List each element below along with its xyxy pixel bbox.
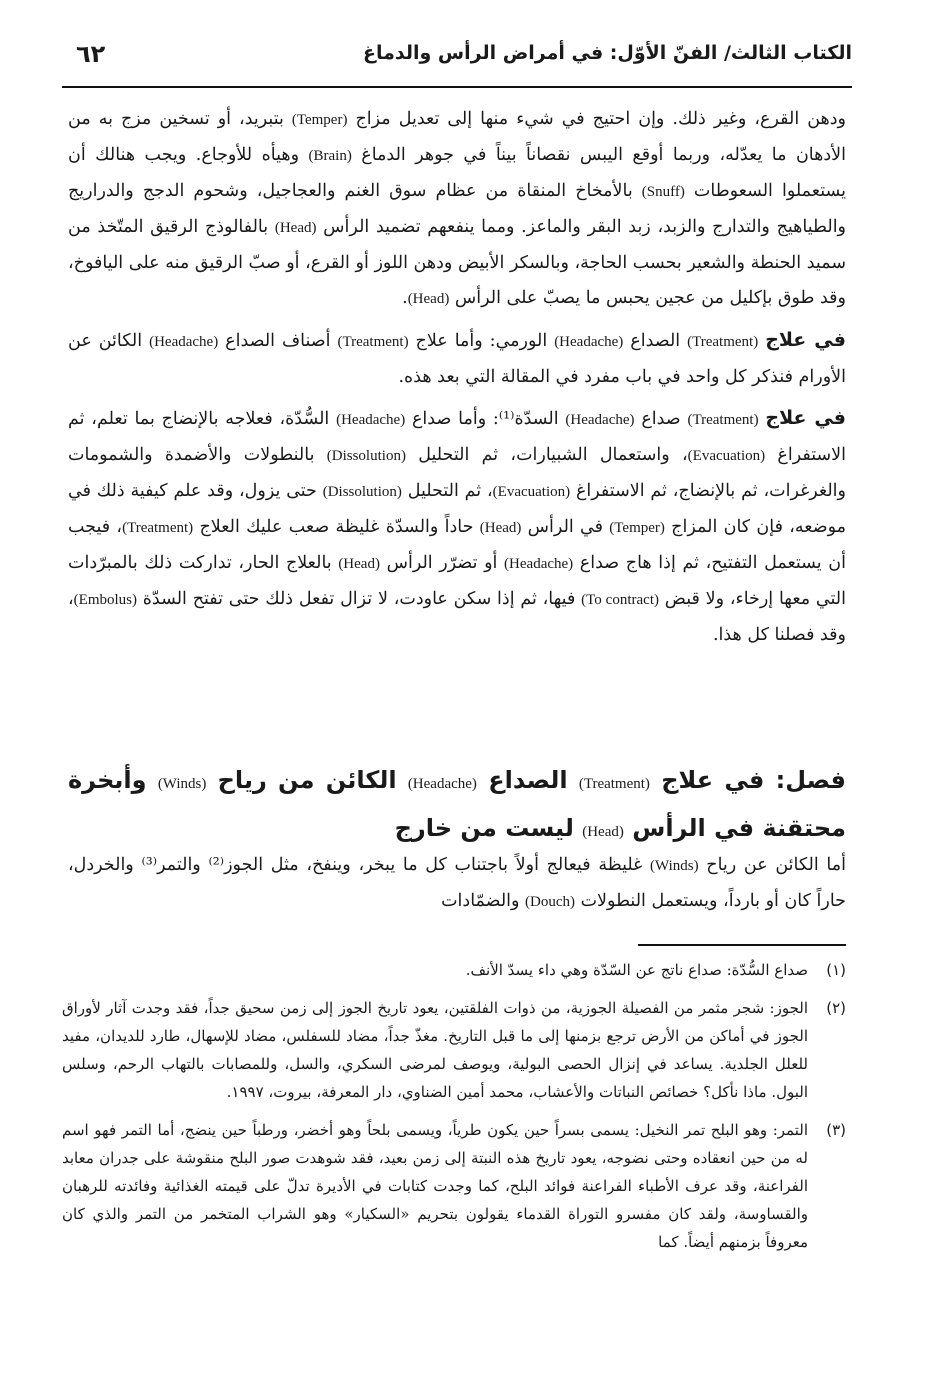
footnote-2 xyxy=(62,994,846,1106)
footnotes xyxy=(62,956,846,1266)
footnote-number: (٢) xyxy=(826,999,846,1017)
page-number: ٦٢ xyxy=(76,40,106,68)
paragraph-3 xyxy=(68,401,846,653)
paragraph-2 xyxy=(68,323,846,395)
footnote-number: (٣) xyxy=(826,1121,846,1139)
paragraph-2-lead: في علاج xyxy=(765,329,846,351)
section-heading: فصل: في علاج (Treatment) الصداع (Headache) الكائن من رياح (Winds) وأبخرة محتقنة في الرأس (Head) ليست من خارج xyxy=(68,766,846,842)
paragraph-4: أما الكائن عن رياح (Winds) غليظة فيعالج أولاً باجتناب كل ما يبخر، وينفخ، مثل الجوز⁽²⁾ والتمر⁽³⁾ والخردل، حاراً كان أو بارداً، ويستعمل النطولات (Douch) والضمّادات xyxy=(68,855,847,911)
paragraph-3-lead: في علاج xyxy=(765,407,846,429)
main-text-block-2 xyxy=(68,848,846,926)
footnote-text: صداع السُّدّة: صداع ناتج عن السّدّة وهي داء يسدّ الأنف. xyxy=(465,961,808,979)
paragraph-2-text: (Treatment) الصداع (Headache) الورمي: وأما علاج (Treatment) أصناف الصداع (Headache) الكائن عن الأورام فنذكر كل واحد في باب مفرد في المقالة التي بعد هذه. xyxy=(68,331,846,387)
main-text-block-1 xyxy=(68,102,846,659)
footnote-text: الجوز: شجر مثمر من الفصيلة الجوزية، من ذوات الفلقتين، يعود تاريخ الجوز إلى زمن سحيق جداً، فقد وجدت آثار لأوراق الجوز في أماكن من الأرض ترجع بزمنها إلى ما قبل التاريخ. مغذّ جداً، مضاد للسفلس، مضاد للإسهال، طارد للديدان، مفيد للعلل الجلدية. يساعد في إنزال الحصى البولية، ويوصف لمرضى السكري، والسل، وللمصابات بالتهاب الرحم، وسلس البول. ماذا نأكل؟ خصائص النباتات والأعشاب، محمد أمين الضناوي، دار المعرفة، بيروت، ١٩٩٧. xyxy=(62,999,808,1101)
footnote-separator xyxy=(638,944,846,946)
footnote-text: التمر: وهو البلح تمر النخيل: يسمى بسراً حين يكون طرياً، ويسمى بلحاً وهو أخضر، ورطباً حين ينضج، أما التمر فهو اسم له من حين انعقاده وحتى نضوجه، يعود تاريخ هذه النبتة إلى زمن بعيد، فقد شوهدت صور البلح منقوشة على جدران معابد الفراعنة، وقد عرف الأطباء الفراعنة فوائد البلح، كما وجدت كتابات في الأديرة تدلّ على قيمته الغذائية وفائدته للرهبان والقساوسة، ولقد كان مفسرو التوراة القدماء يقولون بتحريم «السكيار» وهو الشراب المتخمر من التمر والذي كان معروفاً بزمنهم أيضاً. كما xyxy=(62,1121,809,1251)
running-head: الكتاب الثالث/ الفنّ الأوّل: في أمراض الرأس والدماغ xyxy=(362,42,852,64)
footnote-number: (١) xyxy=(826,961,846,979)
paragraph-3-text: (Treatment) صداع (Headache) السدّة⁽¹⁾: وأما صداع (Headache) السُّدّة، فعلاجه بالإنضاج بما تعلم، ثم الاستفراغ (Evacuation)، واستعمال الشبيارات، ثم التحليل (Dissolution) بالنطولات والأضمدة والشمومات والغرغرات، ثم بالإنضاج، ثم الاستفراغ (Evacuation)، ثم التحليل (Dissolution) حتى يزول، وقد علم كيفية ذلك في موضعه، فإن كان المزاج (Temper) في الرأس (Head) حاداً والسدّة غليظة صعب عليك العلاج (Treatment)، فيجب أن يستعمل التفتيح، ثم إذا هاج صداع (Headache) أو تضرّر الرأس (Head) بالعلاج الحار، تداركت ذلك بالمبرّدات التي معها إرخاء، ولا قبض (To contract) فيها، ثم إذا سكن عاودت، لا تزال تفعل ذلك حتى تفتح السدّة (Embolus)، وقد فصلنا كل هذا. xyxy=(68,409,847,645)
footnote-1 xyxy=(62,956,846,984)
page-header xyxy=(62,36,852,88)
footnote-3 xyxy=(62,1116,846,1256)
paragraph-1: ودهن القرع، وغير ذلك. وإن احتيج في شيء منها إلى تعديل مزاج (Temper) بتبريد، أو تسخين مزج به من الأدهان ما يعدّله، وربما أوقع اليبس نقصاناً بيناً في جوهر الدماغ (Brain) وهيأه للأوجاع. ويجب هنالك أن يستعملوا السعوطات (Snuff) بالأمخاخ المنقاة من عظام سوق الغنم والعجاجيل، وشحوم الدجج والدراريج والطياهيج والتدارج والزبد، زبد البقر والماعز. ومما ينفعهم تضميد الرأس (Head) بالفالوذج الرقيق المتّخذ من سميد الحنطة والشعير بحسب الحاجة، وبالسكر الأبيض ودهن اللوز أو القرع، أو صبّ الرقيق منه على اليافوخ، وقد طوق بإكليل من عجين يحبس ما يصبّ على الرأس (Head). xyxy=(68,109,847,308)
